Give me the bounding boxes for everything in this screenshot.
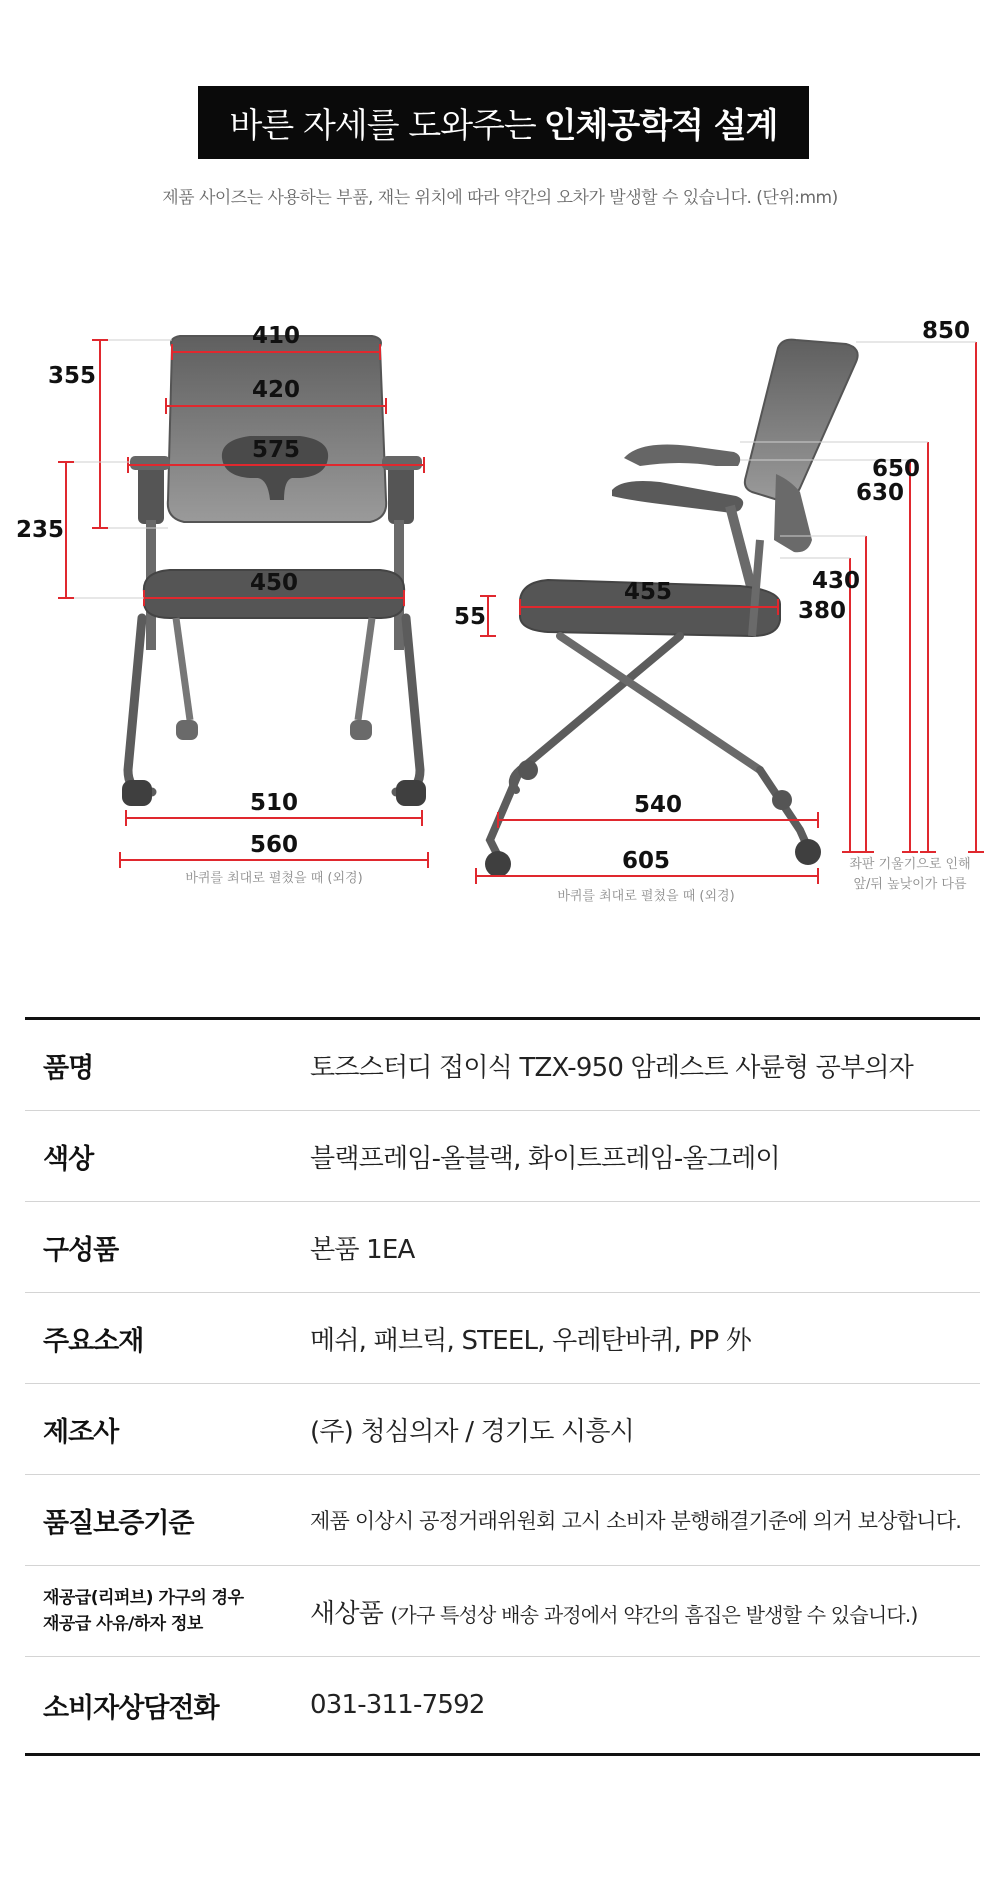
dimension-diagram <box>0 300 1000 940</box>
spec-row-product-name <box>25 1020 980 1111</box>
dim-base-depth: 540 <box>633 792 683 818</box>
spec-row-warranty <box>25 1475 980 1566</box>
dim-back-height: 355 <box>47 363 97 389</box>
spec-value: 제품 이상시 공정거래위원회 고시 소비자 분행해결기준에 의거 보상합니다. <box>310 1509 962 1533</box>
spec-row-materials <box>25 1293 980 1384</box>
spec-value: 본품 1EA <box>310 1234 415 1265</box>
spec-value: (주) 청심의자 / 경기도 시흥시 <box>310 1416 634 1447</box>
spec-row-components <box>25 1202 980 1293</box>
spec-row-color <box>25 1111 980 1202</box>
spec-value-main: 새상품 <box>310 1598 383 1629</box>
front-base-note: 바퀴를 최대로 펼쳤을 때 (외경) <box>185 871 363 886</box>
size-notice: 제품 사이즈는 사용하는 부품, 재는 위치에 따라 약간의 오차가 발생할 수 있습니다. (단위:mm) <box>162 188 838 208</box>
spec-value <box>310 1593 917 1630</box>
dim-armrest-height-min: 630 <box>855 480 905 506</box>
spec-row-manufacturer <box>25 1384 980 1475</box>
dim-seat-depth: 455 <box>623 579 673 605</box>
spec-label: 주요소재 <box>43 1325 144 1357</box>
spec-label: 구성품 <box>43 1234 119 1266</box>
tilt-note-line1: 좌판 기울기으로 인해 <box>849 857 971 872</box>
headline-text: 바른 자세를 도와주는 <box>229 106 536 146</box>
dim-armrest-height: 235 <box>15 517 65 543</box>
dim-armrest-width: 575 <box>251 437 301 463</box>
dim-seat-width: 450 <box>249 570 299 596</box>
dim-armrest-height-max: 650 <box>871 456 921 482</box>
dim-base-width: 510 <box>249 790 299 816</box>
dim-seat-thickness: 55 <box>453 604 487 630</box>
dim-seat-height-max: 430 <box>811 568 861 594</box>
spec-label: 소비자상담전화 <box>43 1692 219 1724</box>
spec-table <box>25 1017 980 1756</box>
spec-label-line1: 재공급(리퍼브) 가구의 경우 <box>43 1588 244 1608</box>
spec-label <box>25 1585 310 1637</box>
spec-row-refurb-info <box>25 1566 980 1657</box>
side-base-note: 바퀴를 최대로 펼쳤을 때 (외경) <box>557 889 735 904</box>
spec-label: 제조사 <box>43 1416 119 1448</box>
dim-back-width: 410 <box>251 323 301 349</box>
spec-value: 블랙프레임-올블랙, 화이트프레임-올그레이 <box>310 1143 780 1174</box>
spec-label: 품명 <box>43 1052 94 1084</box>
spec-row-phone <box>25 1657 980 1753</box>
spec-value: 메쉬, 패브릭, STEEL, 우레탄바퀴, PP 外 <box>310 1325 752 1356</box>
dim-back-inner-width: 420 <box>251 377 301 403</box>
spec-value-sub: (가구 특성상 배송 과정에서 약간의 흠집은 발생할 수 있습니다.) <box>390 1602 918 1627</box>
dim-seat-height-min: 380 <box>797 598 847 624</box>
headline-banner <box>198 86 809 159</box>
spec-label-line2: 재공급 사유/하자 정보 <box>43 1614 203 1634</box>
dim-base-outer-width: 560 <box>249 832 299 858</box>
spec-value: 031-311-7592 <box>310 1690 485 1720</box>
spec-value: 토즈스터디 접이식 TZX-950 암레스트 사륜형 공부의자 <box>310 1052 913 1083</box>
tilt-note-line2: 앞/뒤 높낮이가 다름 <box>853 877 967 892</box>
spec-label: 품질보증기준 <box>43 1507 194 1539</box>
dim-base-outer-depth: 605 <box>621 848 671 874</box>
headline-emphasis: 인체공학적 설계 <box>543 106 778 146</box>
dim-total-height: 850 <box>921 318 971 344</box>
spec-label: 색상 <box>43 1143 94 1175</box>
